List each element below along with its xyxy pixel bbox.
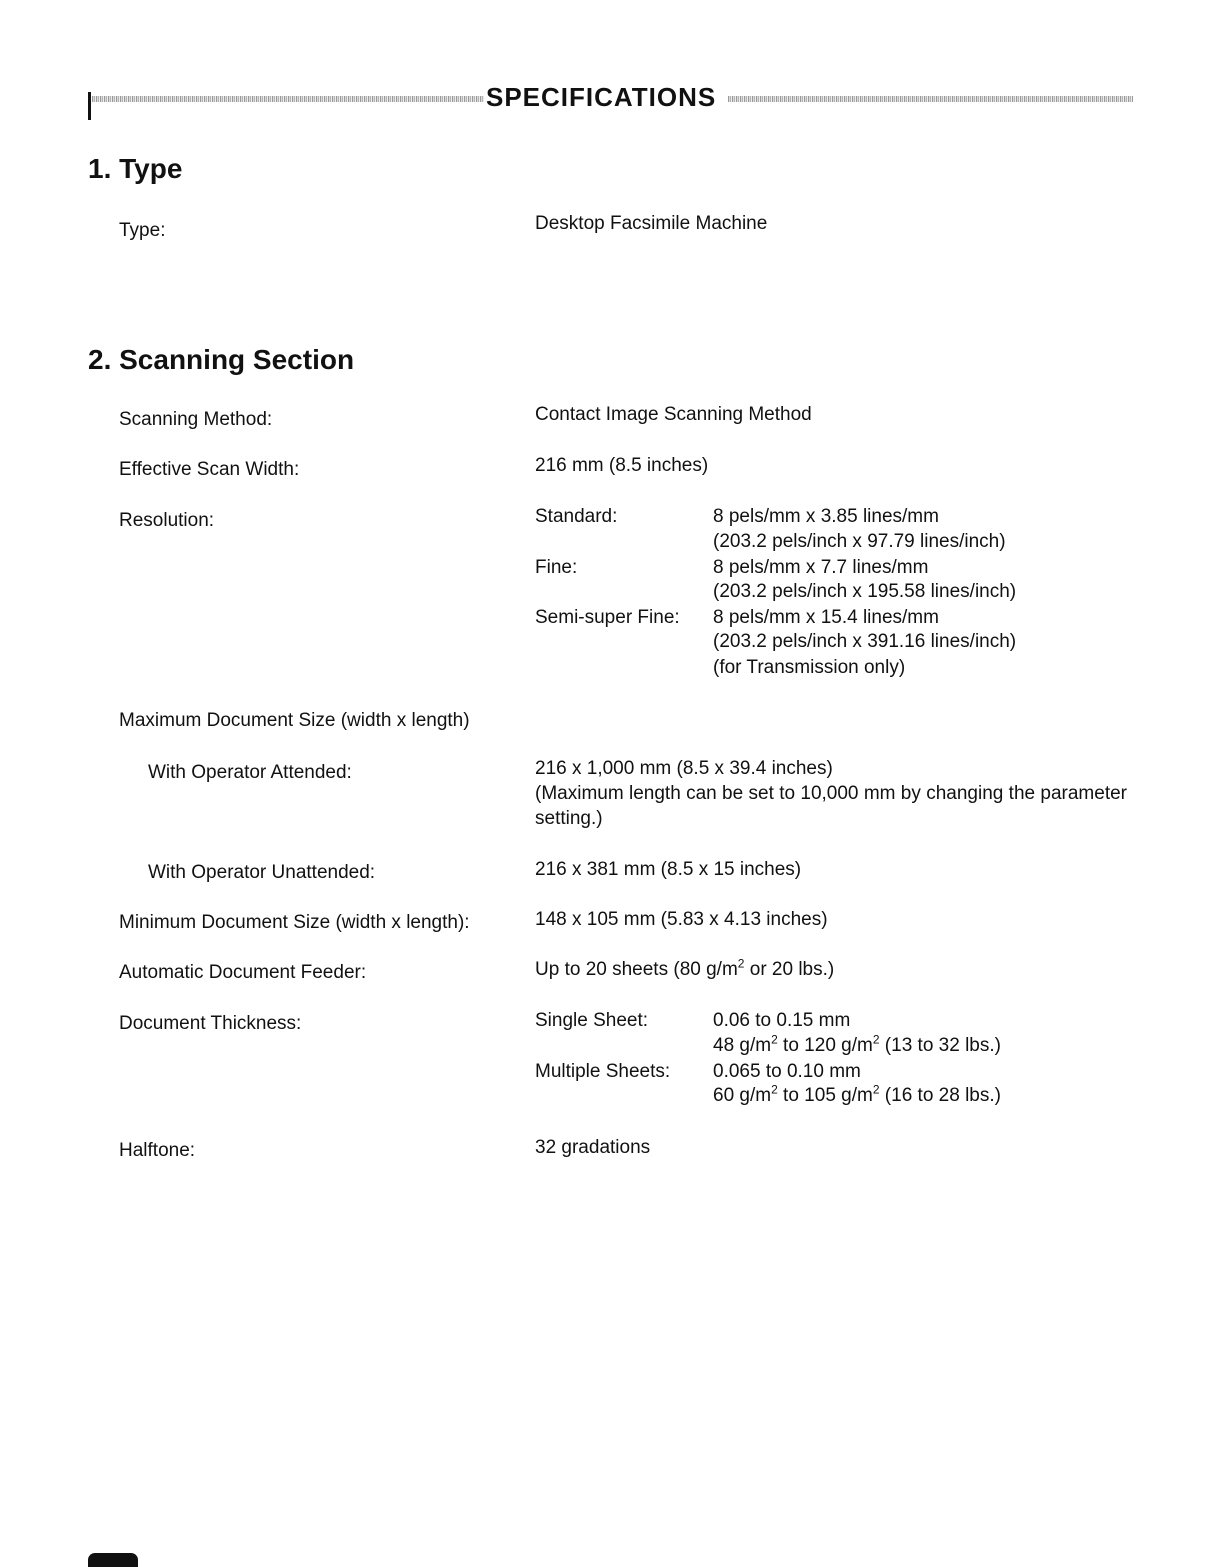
halftone-value: 32 gradations xyxy=(535,1137,651,1158)
fine-line-1: 8 pels/mm x 7.7 lines/mm xyxy=(713,557,929,578)
halftone-label: Halftone: xyxy=(119,1140,196,1161)
header-rule-left xyxy=(92,96,484,102)
type-label: Type: xyxy=(119,220,166,241)
attended-label: With Operator Attended: xyxy=(148,762,352,783)
resolution-label: Resolution: xyxy=(119,510,215,531)
header-rule-right xyxy=(728,96,1133,102)
min-size-label: Minimum Document Size (width x length): xyxy=(119,912,470,933)
attended-line-1: 216 x 1,000 mm (8.5 x 39.4 inches) xyxy=(535,758,833,779)
unattended-value: 216 x 381 mm (8.5 x 15 inches) xyxy=(535,859,802,880)
section-heading-scanning: 2. Scanning Section xyxy=(88,344,355,375)
semi-line-3: (for Transmission only) xyxy=(713,657,906,678)
multiple-line-1: 0.065 to 0.10 mm xyxy=(713,1061,861,1082)
multiple-sheets-label: Multiple Sheets: xyxy=(535,1061,671,1082)
semi-line-1: 8 pels/mm x 15.4 lines/mm xyxy=(713,607,939,628)
standard-label: Standard: xyxy=(535,506,618,527)
scanning-method-value: Contact Image Scanning Method xyxy=(535,404,812,425)
unattended-label: With Operator Unattended: xyxy=(148,862,376,883)
single-line-1: 0.06 to 0.15 mm xyxy=(713,1010,851,1031)
standard-line-1: 8 pels/mm x 3.85 lines/mm xyxy=(713,506,939,527)
fine-line-2: (203.2 pels/inch x 195.58 lines/inch) xyxy=(713,581,1017,602)
page-header xyxy=(88,82,1133,118)
type-value: Desktop Facsimile Machine xyxy=(535,213,768,234)
attended-line-2: (Maximum length can be set to 10,000 mm by changing the parameter setting.) xyxy=(535,783,1127,829)
thickness-label: Document Thickness: xyxy=(119,1013,302,1034)
semi-line-2: (203.2 pels/inch x 391.16 lines/inch) xyxy=(713,631,1017,652)
single-sheet-label: Single Sheet: xyxy=(535,1010,649,1031)
scanning-method-label: Scanning Method: xyxy=(119,409,273,430)
scan-width-label: Effective Scan Width: xyxy=(119,459,300,480)
adf-value: Up to 20 sheets (80 $g/m^2$ or 20 lbs.) xyxy=(535,956,835,980)
page-tab-marker xyxy=(88,1553,138,1567)
section-heading-type: 1. Type xyxy=(88,153,183,184)
min-size-value: 148 x 105 mm (5.83 x 4.13 inches) xyxy=(535,909,828,930)
max-size-label: Maximum Document Size (width x length) xyxy=(119,710,470,731)
single-line-2: 48 $g/m^2$ to 120 $g/m^2$ (13 to 32 lbs.) xyxy=(713,1032,1001,1056)
page-title: SPECIFICATIONS xyxy=(486,82,717,112)
standard-line-2: (203.2 pels/inch x 97.79 lines/inch) xyxy=(713,531,1006,552)
fine-label: Fine: xyxy=(535,557,578,578)
multiple-line-2: 60 $g/m^2$ to 105 $g/m^2$ (16 to 28 lbs.) xyxy=(713,1082,1001,1106)
semi-super-fine-label: Semi-super Fine: xyxy=(535,607,680,628)
header-bar xyxy=(88,92,91,120)
adf-label: Automatic Document Feeder: xyxy=(119,962,367,983)
scan-width-value: 216 mm (8.5 inches) xyxy=(535,455,709,476)
